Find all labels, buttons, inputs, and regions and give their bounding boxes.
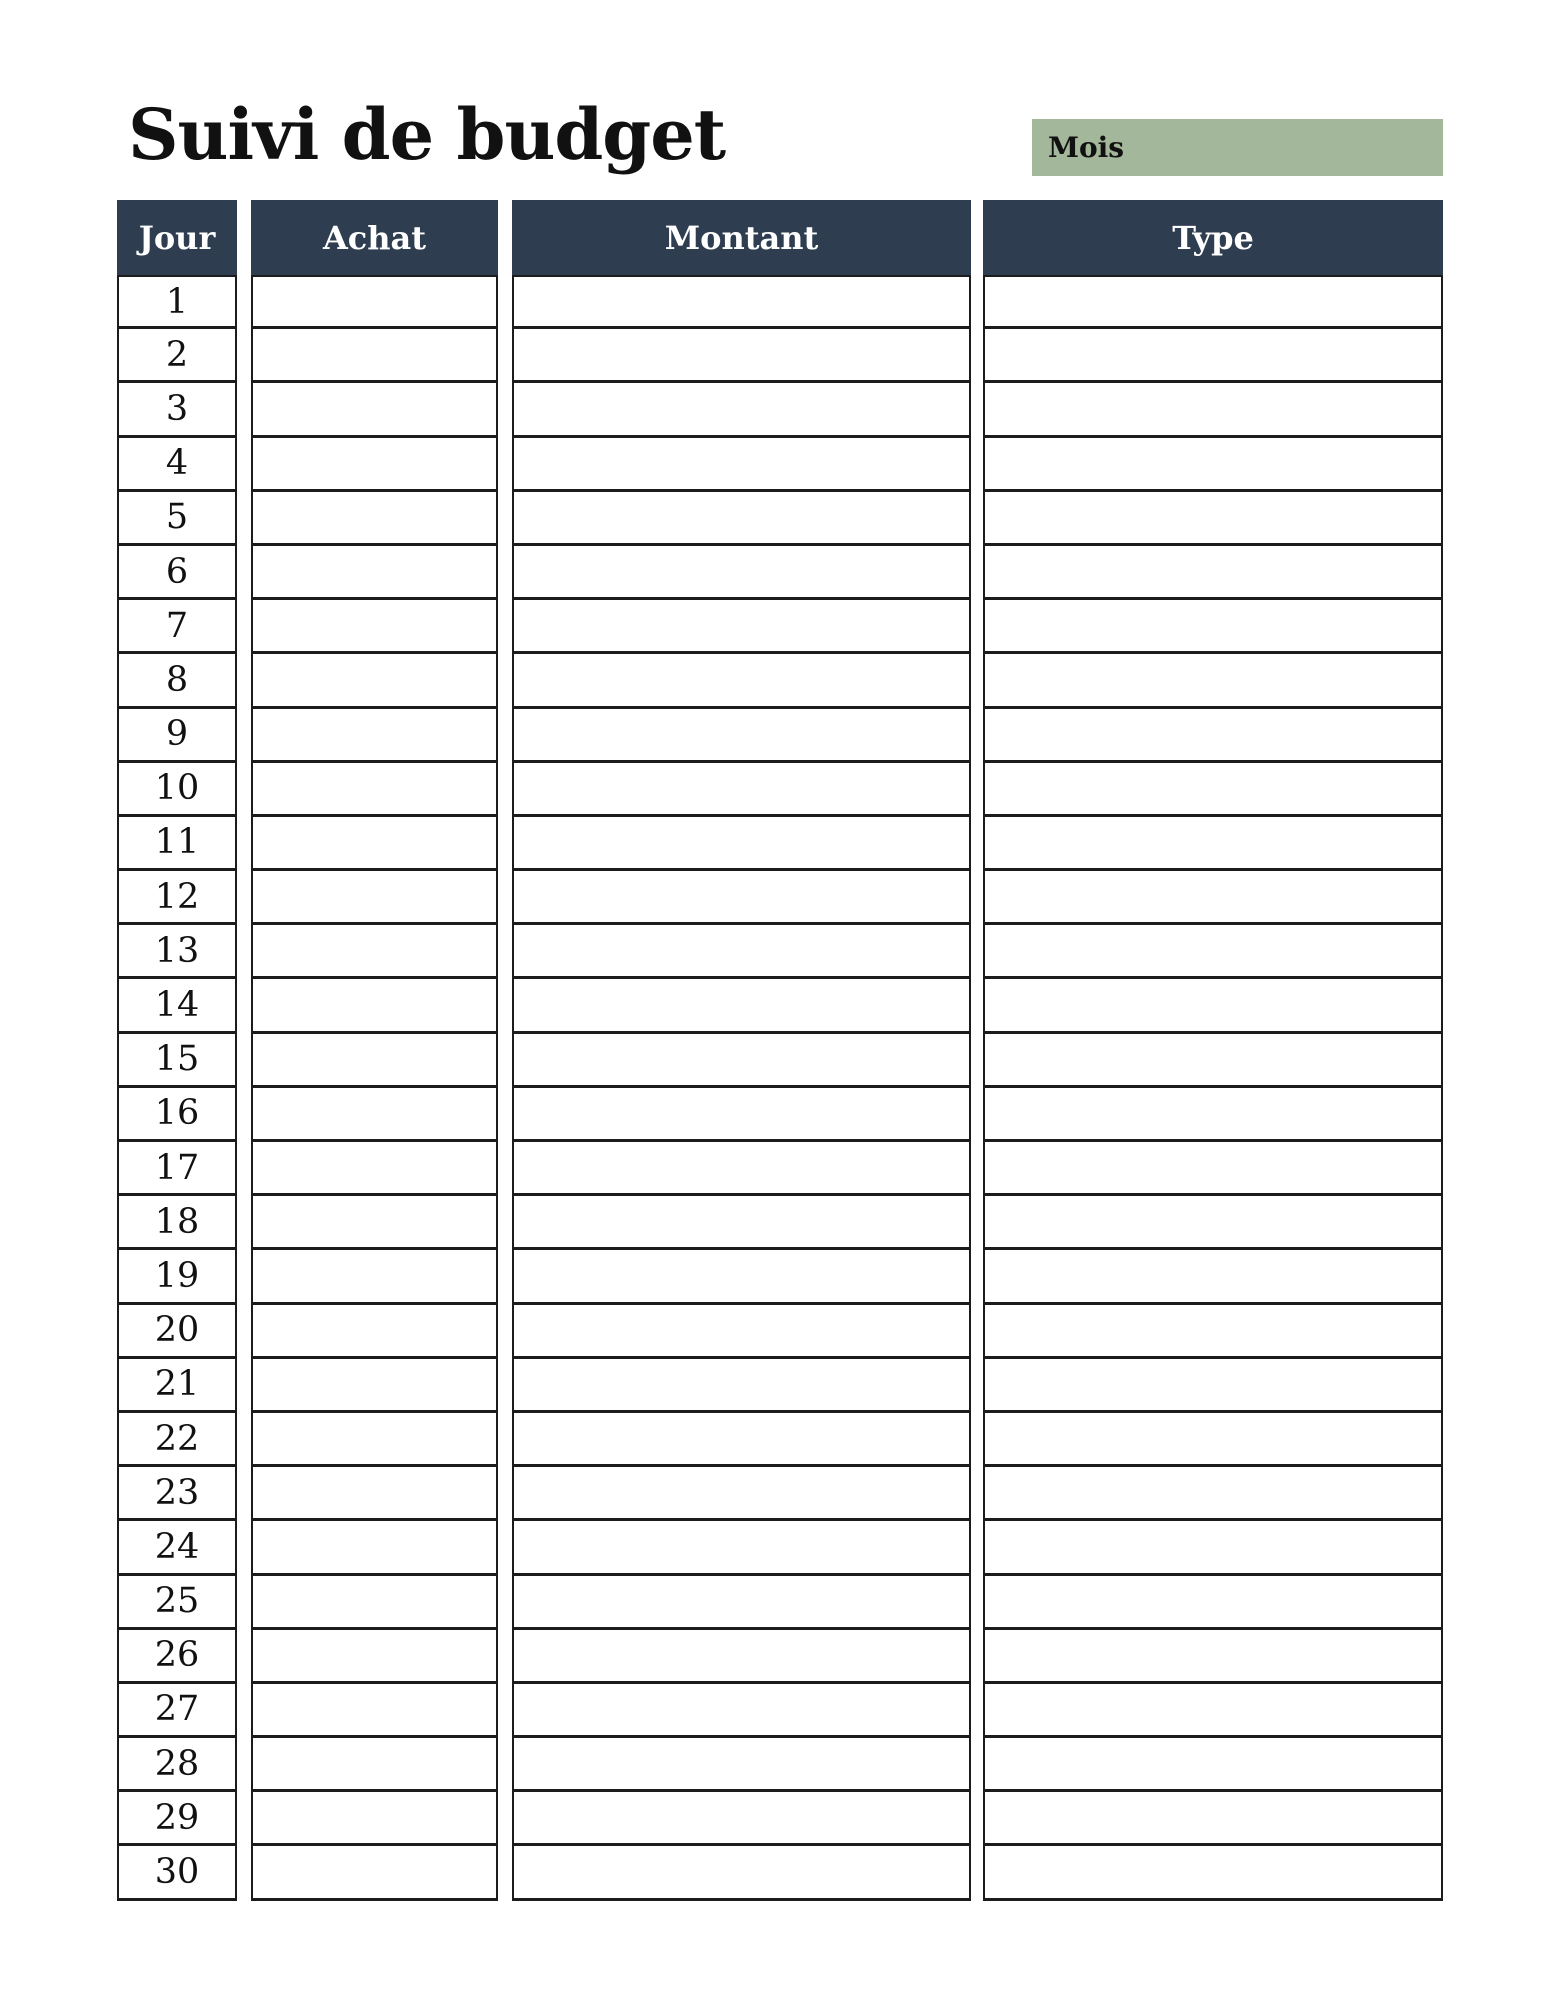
- day-cell: 29: [117, 1792, 237, 1846]
- day-cell: 22: [117, 1413, 237, 1467]
- achat-cell[interactable]: [251, 1576, 498, 1630]
- type-cell[interactable]: [983, 1467, 1443, 1521]
- montant-cell[interactable]: [512, 1142, 971, 1196]
- type-cell[interactable]: [983, 871, 1443, 925]
- montant-cell[interactable]: [512, 383, 971, 437]
- montant-cell[interactable]: [512, 1305, 971, 1359]
- montant-cell[interactable]: [512, 546, 971, 600]
- achat-cell[interactable]: [251, 763, 498, 817]
- type-cell[interactable]: [983, 1142, 1443, 1196]
- achat-cell[interactable]: [251, 1034, 498, 1088]
- type-cell[interactable]: [983, 1034, 1443, 1088]
- type-cell[interactable]: [983, 1196, 1443, 1250]
- montant-cell[interactable]: [512, 1413, 971, 1467]
- achat-cell[interactable]: [251, 1142, 498, 1196]
- montant-cell[interactable]: [512, 1521, 971, 1575]
- day-cell: 9: [117, 709, 237, 763]
- montant-cell[interactable]: [512, 654, 971, 708]
- achat-cell[interactable]: [251, 438, 498, 492]
- montant-cell[interactable]: [512, 1034, 971, 1088]
- column-montant: [512, 200, 971, 1901]
- day-cell: 8: [117, 654, 237, 708]
- day-cell: 7: [117, 600, 237, 654]
- achat-cell[interactable]: [251, 1738, 498, 1792]
- montant-cell[interactable]: [512, 1467, 971, 1521]
- type-cell[interactable]: [983, 329, 1443, 383]
- column-jour: [117, 200, 237, 1901]
- type-cell[interactable]: [983, 1846, 1443, 1900]
- day-cell: 16: [117, 1088, 237, 1142]
- montant-cell[interactable]: [512, 329, 971, 383]
- day-cell: 18: [117, 1196, 237, 1250]
- achat-cell[interactable]: [251, 1305, 498, 1359]
- type-cell[interactable]: [983, 1088, 1443, 1142]
- achat-cell[interactable]: [251, 383, 498, 437]
- montant-cell[interactable]: [512, 1630, 971, 1684]
- header-jour: Jour: [117, 200, 237, 275]
- day-cell: 30: [117, 1846, 237, 1900]
- day-cell: 25: [117, 1576, 237, 1630]
- day-cell: 21: [117, 1359, 237, 1413]
- achat-cell[interactable]: [251, 1684, 498, 1738]
- achat-cell[interactable]: [251, 1467, 498, 1521]
- type-cell[interactable]: [983, 383, 1443, 437]
- type-cell[interactable]: [983, 1521, 1443, 1575]
- achat-cell[interactable]: [251, 1413, 498, 1467]
- type-cell[interactable]: [983, 546, 1443, 600]
- montant-cell[interactable]: [512, 979, 971, 1033]
- day-cell: 19: [117, 1250, 237, 1304]
- type-cell[interactable]: [983, 709, 1443, 763]
- type-cell[interactable]: [983, 492, 1443, 546]
- montant-cell[interactable]: [512, 709, 971, 763]
- type-cell[interactable]: [983, 1250, 1443, 1304]
- achat-cell[interactable]: [251, 979, 498, 1033]
- achat-cell[interactable]: [251, 600, 498, 654]
- type-cell[interactable]: [983, 600, 1443, 654]
- type-cell[interactable]: [983, 1576, 1443, 1630]
- day-cell: 1: [117, 275, 237, 329]
- day-cell: 5: [117, 492, 237, 546]
- header-type: Type: [983, 200, 1443, 275]
- type-cell[interactable]: [983, 275, 1443, 329]
- day-cell: 26: [117, 1630, 237, 1684]
- header-montant: Montant: [512, 200, 971, 275]
- day-cell: 15: [117, 1034, 237, 1088]
- type-cell[interactable]: [983, 654, 1443, 708]
- day-cell: 28: [117, 1738, 237, 1792]
- day-cell: 2: [117, 329, 237, 383]
- type-cell[interactable]: [983, 438, 1443, 492]
- achat-cell[interactable]: [251, 925, 498, 979]
- day-cell: 24: [117, 1521, 237, 1575]
- day-cell: 11: [117, 817, 237, 871]
- day-cell: 17: [117, 1142, 237, 1196]
- montant-cell[interactable]: [512, 1250, 971, 1304]
- type-cell[interactable]: [983, 1413, 1443, 1467]
- montant-cell[interactable]: [512, 817, 971, 871]
- montant-cell[interactable]: [512, 1576, 971, 1630]
- column-type: [983, 200, 1443, 1901]
- montant-cell[interactable]: [512, 600, 971, 654]
- day-cell: 4: [117, 438, 237, 492]
- achat-cell[interactable]: [251, 1359, 498, 1413]
- type-cell[interactable]: [983, 763, 1443, 817]
- montant-cell[interactable]: [512, 763, 971, 817]
- day-cell: 23: [117, 1467, 237, 1521]
- achat-cell[interactable]: [251, 871, 498, 925]
- day-cell: 3: [117, 383, 237, 437]
- montant-cell[interactable]: [512, 1196, 971, 1250]
- day-cell: 27: [117, 1684, 237, 1738]
- type-cell[interactable]: [983, 979, 1443, 1033]
- achat-cell[interactable]: [251, 654, 498, 708]
- achat-cell[interactable]: [251, 1250, 498, 1304]
- type-cell[interactable]: [983, 1684, 1443, 1738]
- page-title: Suivi de budget: [128, 93, 726, 176]
- column-achat: [251, 200, 498, 1901]
- type-cell[interactable]: [983, 1630, 1443, 1684]
- achat-cell[interactable]: [251, 546, 498, 600]
- type-cell[interactable]: [983, 1738, 1443, 1792]
- achat-cell[interactable]: [251, 1630, 498, 1684]
- day-cell: 13: [117, 925, 237, 979]
- achat-cell[interactable]: [251, 817, 498, 871]
- achat-cell[interactable]: [251, 1521, 498, 1575]
- montant-cell[interactable]: [512, 275, 971, 329]
- achat-cell[interactable]: [251, 329, 498, 383]
- header-achat: Achat: [251, 200, 498, 275]
- achat-cell[interactable]: [251, 1846, 498, 1900]
- achat-cell[interactable]: [251, 1792, 498, 1846]
- day-cell: 20: [117, 1305, 237, 1359]
- montant-cell[interactable]: [512, 1088, 971, 1142]
- montant-cell[interactable]: [512, 871, 971, 925]
- montant-cell[interactable]: [512, 1359, 971, 1413]
- type-cell[interactable]: [983, 817, 1443, 871]
- type-cell[interactable]: [983, 1305, 1443, 1359]
- day-cell: 10: [117, 763, 237, 817]
- month-field[interactable]: [1032, 119, 1443, 176]
- day-cell: 6: [117, 546, 237, 600]
- achat-cell[interactable]: [251, 275, 498, 329]
- montant-cell[interactable]: [512, 925, 971, 979]
- achat-cell[interactable]: [251, 1088, 498, 1142]
- month-label: Mois: [1048, 131, 1125, 164]
- day-cell: 12: [117, 871, 237, 925]
- montant-cell[interactable]: [512, 438, 971, 492]
- montant-cell[interactable]: [512, 1684, 971, 1738]
- montant-cell[interactable]: [512, 1792, 971, 1846]
- achat-cell[interactable]: [251, 1196, 498, 1250]
- montant-cell[interactable]: [512, 492, 971, 546]
- day-cell: 14: [117, 979, 237, 1033]
- type-cell[interactable]: [983, 925, 1443, 979]
- achat-cell[interactable]: [251, 709, 498, 763]
- achat-cell[interactable]: [251, 492, 498, 546]
- type-cell[interactable]: [983, 1792, 1443, 1846]
- type-cell[interactable]: [983, 1359, 1443, 1413]
- montant-cell[interactable]: [512, 1738, 971, 1792]
- montant-cell[interactable]: [512, 1846, 971, 1900]
